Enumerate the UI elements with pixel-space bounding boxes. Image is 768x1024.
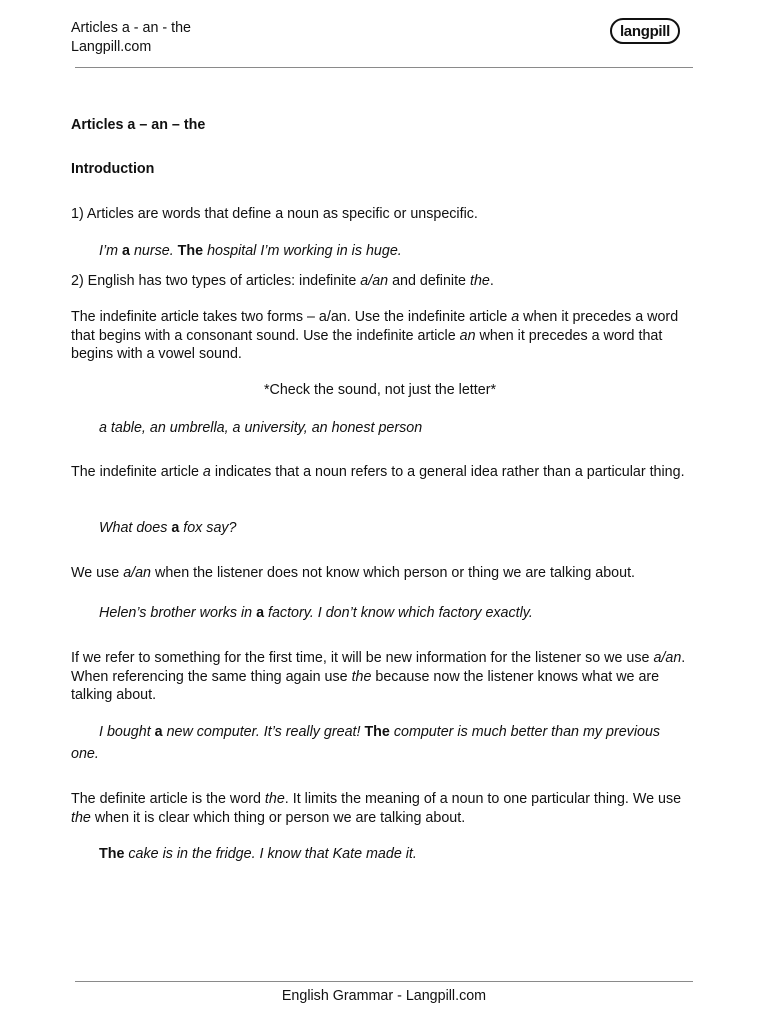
header-divider: [75, 67, 693, 68]
document-title: Articles a - an - the: [71, 20, 191, 36]
example-6: The cake is in the fridge. I know that Kate made it.: [99, 846, 417, 862]
paragraph-4: The indefinite article a indicates that a noun refers to a general idea rather than a particular thing.: [71, 464, 685, 480]
footer-divider: [75, 981, 693, 982]
paragraph-6: If we refer to something for the first time, it will be new information for the listener so we use a/an. When referencing the same thing again use the because now the listener knows what we are talking about.: [71, 650, 686, 704]
example-3: What does a fox say?: [99, 520, 237, 536]
paragraph-2: 2) English has two types of articles: indefinite a/an and definite the.: [71, 273, 494, 289]
paragraph-1: 1) Articles are words that define a noun as specific or unspecific.: [71, 206, 478, 222]
page-title: Articles a – an – the: [71, 117, 206, 133]
example-4: Helen’s brother works in a factory. I don’t know which factory exactly.: [99, 605, 533, 621]
paragraph-5: We use a/an when the listener does not know which person or thing we are talking about.: [71, 565, 636, 581]
footer-text: English Grammar - Langpill.com: [281, 988, 487, 1004]
sound-note: *Check the sound, not just the letter*: [263, 382, 497, 398]
intro-heading: Introduction: [71, 161, 155, 177]
langpill-logo: langpill: [610, 18, 680, 44]
example-5: I bought a new computer. It’s really great! The computer is much better than my previous: [99, 724, 661, 740]
example-5-continuation: one.: [71, 746, 99, 762]
paragraph-7: The definite article is the word the. It limits the meaning of a noun to one particular thing. We use the when it is clear which thing or person we are talking about.: [71, 791, 682, 826]
example-1: I’m a nurse. The hospital I’m working in is huge.: [99, 243, 402, 259]
site-name: Langpill.com: [71, 39, 152, 55]
paragraph-3: The indefinite article takes two forms – a/an. Use the indefinite article a when it precedes a word that begins with a consonant sound. Use the indefinite article an when it precedes a word that begins with a vowel sound.: [71, 309, 679, 363]
example-2: a table, an umbrella, a university, an honest person: [99, 420, 423, 436]
